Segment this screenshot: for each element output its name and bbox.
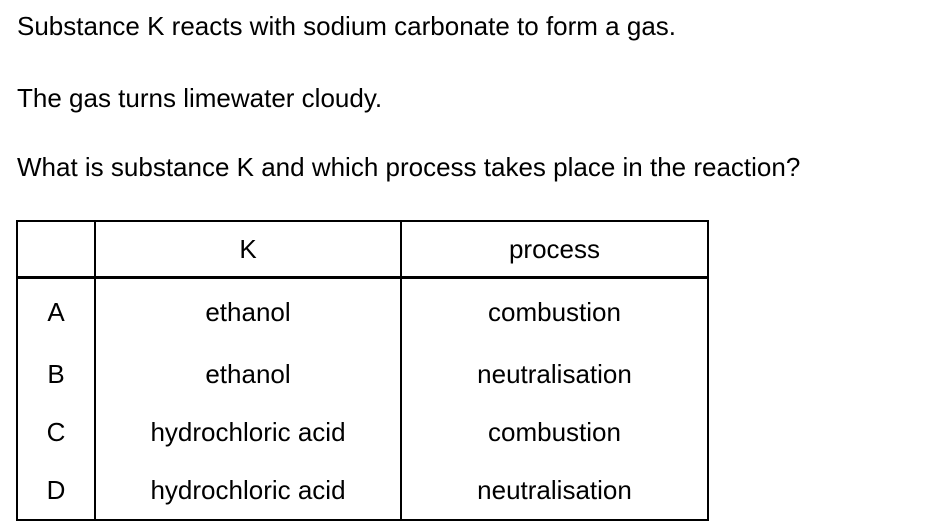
option-k: hydrochloric acid <box>95 461 401 520</box>
table-row <box>17 278 708 346</box>
table-row <box>17 403 708 461</box>
answer-options-table <box>16 220 709 521</box>
option-k: ethanol <box>95 278 401 346</box>
header-process-cell: process <box>401 221 708 278</box>
table-row <box>17 461 708 520</box>
option-letter: B <box>17 345 95 403</box>
option-process: neutralisation <box>401 461 708 520</box>
header-letter-cell <box>17 221 95 278</box>
option-process: combustion <box>401 403 708 461</box>
option-letter: D <box>17 461 95 520</box>
option-process: combustion <box>401 278 708 346</box>
option-letter: C <box>17 403 95 461</box>
header-k-cell: K <box>95 221 401 278</box>
option-process: neutralisation <box>401 345 708 403</box>
question-line-3: What is substance K and which process takes place in the reaction? <box>17 152 801 182</box>
table-header-row <box>17 221 708 278</box>
table-row <box>17 345 708 403</box>
option-k: ethanol <box>95 345 401 403</box>
question-line-1: Substance K reacts with sodium carbonate to form a gas. <box>17 11 677 41</box>
question-line-2: The gas turns limewater cloudy. <box>17 83 383 113</box>
option-k: hydrochloric acid <box>95 403 401 461</box>
option-letter: A <box>17 278 95 346</box>
